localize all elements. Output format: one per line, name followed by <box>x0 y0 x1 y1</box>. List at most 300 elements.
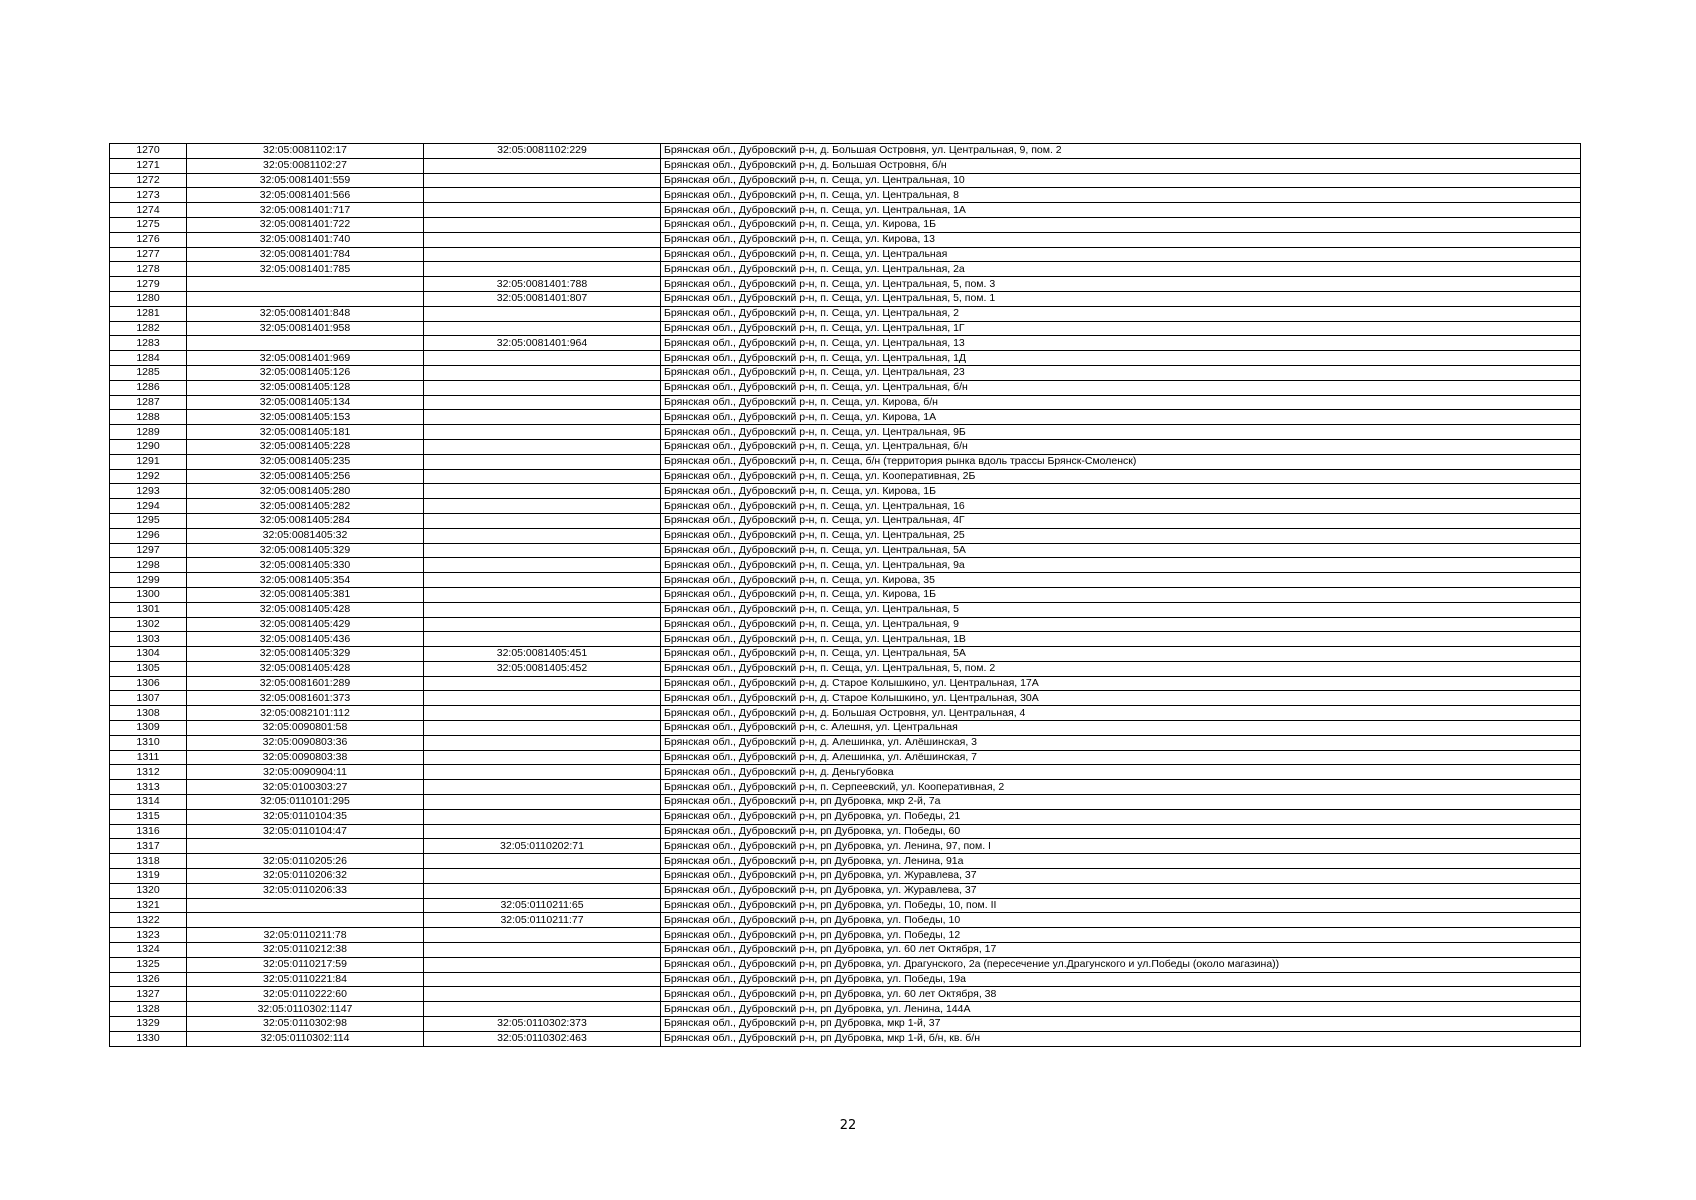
related-cadastral-number-cell <box>424 499 661 514</box>
row-number-cell: 1312 <box>110 765 187 780</box>
cadastral-number-cell: 32:05:0081405:329 <box>187 647 424 662</box>
cadastral-number-cell: 32:05:0081405:280 <box>187 484 424 499</box>
related-cadastral-number-cell <box>424 439 661 454</box>
address-cell: Брянская обл., Дубровский р-н, п. Сеща, ул. Кирова, 1Б <box>661 484 1581 499</box>
cadastral-number-cell: 32:05:0081405:181 <box>187 425 424 440</box>
row-number-cell: 1320 <box>110 883 187 898</box>
row-number-cell: 1302 <box>110 617 187 632</box>
table-row <box>110 898 1581 913</box>
table-row <box>110 232 1581 247</box>
table-row <box>110 795 1581 810</box>
related-cadastral-number-cell <box>424 203 661 218</box>
related-cadastral-number-cell <box>424 735 661 750</box>
address-cell: Брянская обл., Дубровский р-н, рп Дубровка, ул. Победы, 60 <box>661 824 1581 839</box>
cadastral-number-cell: 32:05:0110205:26 <box>187 854 424 869</box>
row-number-cell: 1307 <box>110 691 187 706</box>
address-cell: Брянская обл., Дубровский р-н, д. Старое Колышкино, ул. Центральная, 30А <box>661 691 1581 706</box>
related-cadastral-number-cell: 32:05:0081102:229 <box>424 144 661 159</box>
address-cell: Брянская обл., Дубровский р-н, рп Дубровка, ул. Журавлева, 37 <box>661 869 1581 884</box>
cadastral-number-cell: 32:05:0110212:38 <box>187 943 424 958</box>
cadastral-number-cell: 32:05:0110101:295 <box>187 795 424 810</box>
related-cadastral-number-cell: 32:05:0110211:65 <box>424 898 661 913</box>
related-cadastral-number-cell <box>424 676 661 691</box>
related-cadastral-number-cell <box>424 158 661 173</box>
cadastral-number-cell: 32:05:0081401:784 <box>187 247 424 262</box>
related-cadastral-number-cell <box>424 262 661 277</box>
row-number-cell: 1318 <box>110 854 187 869</box>
cadastral-number-cell: 32:05:0090803:36 <box>187 735 424 750</box>
cadastral-number-cell: 32:05:0081601:373 <box>187 691 424 706</box>
address-cell: Брянская обл., Дубровский р-н, д. Старое Колышкино, ул. Центральная, 17А <box>661 676 1581 691</box>
related-cadastral-number-cell <box>424 632 661 647</box>
related-cadastral-number-cell <box>424 854 661 869</box>
address-cell: Брянская обл., Дубровский р-н, рп Дубровка, мкр 1-й, б/н, кв. б/н <box>661 1031 1581 1046</box>
cadastral-number-cell: 32:05:0081405:134 <box>187 395 424 410</box>
address-cell: Брянская обл., Дубровский р-н, п. Сеща, ул. Центральная, 5 <box>661 602 1581 617</box>
address-cell: Брянская обл., Дубровский р-н, п. Сеща, ул. Кирова, 1Б <box>661 587 1581 602</box>
cadastral-number-cell: 32:05:0110206:33 <box>187 883 424 898</box>
table-row <box>110 173 1581 188</box>
table-row <box>110 647 1581 662</box>
row-number-cell: 1288 <box>110 410 187 425</box>
table-row <box>110 247 1581 262</box>
row-number-cell: 1278 <box>110 262 187 277</box>
cadastral-number-cell: 32:05:0090801:58 <box>187 721 424 736</box>
address-cell: Брянская обл., Дубровский р-н, п. Сеща, ул. Центральная, 1В <box>661 632 1581 647</box>
address-cell: Брянская обл., Дубровский р-н, п. Сеща, ул. Центральная, 2 <box>661 306 1581 321</box>
address-cell: Брянская обл., Дубровский р-н, д. Большая Островня, ул. Центральная, 4 <box>661 706 1581 721</box>
row-number-cell: 1297 <box>110 543 187 558</box>
cadastral-number-cell: 32:05:0081601:289 <box>187 676 424 691</box>
row-number-cell: 1322 <box>110 913 187 928</box>
table-row <box>110 809 1581 824</box>
related-cadastral-number-cell <box>424 795 661 810</box>
address-cell: Брянская обл., Дубровский р-н, п. Сеща, ул. Центральная, 16 <box>661 499 1581 514</box>
related-cadastral-number-cell <box>424 869 661 884</box>
table-row <box>110 987 1581 1002</box>
cadastral-number-cell: 32:05:0081405:32 <box>187 528 424 543</box>
table-row <box>110 913 1581 928</box>
related-cadastral-number-cell <box>424 173 661 188</box>
related-cadastral-number-cell <box>424 943 661 958</box>
table-row <box>110 824 1581 839</box>
row-number-cell: 1277 <box>110 247 187 262</box>
table-row <box>110 972 1581 987</box>
cadastral-number-cell: 32:05:0081405:429 <box>187 617 424 632</box>
related-cadastral-number-cell <box>424 1002 661 1017</box>
table-row <box>110 750 1581 765</box>
address-cell: Брянская обл., Дубровский р-н, п. Сеща, ул. Кирова, 1Б <box>661 217 1581 232</box>
address-cell: Брянская обл., Дубровский р-н, д. Деньгубовка <box>661 765 1581 780</box>
address-cell: Брянская обл., Дубровский р-н, п. Сеща, ул. Центральная, 9Б <box>661 425 1581 440</box>
table-row <box>110 158 1581 173</box>
address-cell: Брянская обл., Дубровский р-н, п. Сеща, ул. Центральная, 5А <box>661 543 1581 558</box>
address-cell: Брянская обл., Дубровский р-н, п. Сеща, ул. Центральная, 25 <box>661 528 1581 543</box>
related-cadastral-number-cell <box>424 750 661 765</box>
cadastral-number-cell: 32:05:0082101:112 <box>187 706 424 721</box>
related-cadastral-number-cell: 32:05:0110202:71 <box>424 839 661 854</box>
row-number-cell: 1276 <box>110 232 187 247</box>
table-row <box>110 1002 1581 1017</box>
cadastral-number-cell: 32:05:0110302:114 <box>187 1031 424 1046</box>
cadastral-number-cell: 32:05:0081405:329 <box>187 543 424 558</box>
cadastral-number-cell: 32:05:0100303:27 <box>187 780 424 795</box>
related-cadastral-number-cell <box>424 809 661 824</box>
cadastral-number-cell: 32:05:0110104:35 <box>187 809 424 824</box>
table-row <box>110 1017 1581 1032</box>
related-cadastral-number-cell <box>424 351 661 366</box>
cadastral-number-cell: 32:05:0081401:958 <box>187 321 424 336</box>
table-row <box>110 262 1581 277</box>
property-table <box>109 143 1581 1047</box>
table-row <box>110 943 1581 958</box>
row-number-cell: 1283 <box>110 336 187 351</box>
row-number-cell: 1328 <box>110 1002 187 1017</box>
related-cadastral-number-cell <box>424 765 661 780</box>
related-cadastral-number-cell: 32:05:0081401:964 <box>424 336 661 351</box>
table-row <box>110 188 1581 203</box>
table-row <box>110 661 1581 676</box>
table-row <box>110 410 1581 425</box>
address-cell: Брянская обл., Дубровский р-н, п. Сеща, ул. Кирова, 35 <box>661 573 1581 588</box>
row-number-cell: 1315 <box>110 809 187 824</box>
cadastral-number-cell: 32:05:0081401:740 <box>187 232 424 247</box>
page-number: 22 <box>839 1118 857 1133</box>
row-number-cell: 1300 <box>110 587 187 602</box>
address-cell: Брянская обл., Дубровский р-н, п. Сеща, ул. Кирова, 1А <box>661 410 1581 425</box>
address-cell: Брянская обл., Дубровский р-н, п. Сеща, ул. Центральная, 4Г <box>661 513 1581 528</box>
table-row <box>110 144 1581 159</box>
cadastral-number-cell: 32:05:0081405:428 <box>187 661 424 676</box>
row-number-cell: 1271 <box>110 158 187 173</box>
cadastral-number-cell <box>187 913 424 928</box>
address-cell: Брянская обл., Дубровский р-н, рп Дубровка, ул. Победы, 10, пом. II <box>661 898 1581 913</box>
address-cell: Брянская обл., Дубровский р-н, п. Сеща, ул. Центральная, 2а <box>661 262 1581 277</box>
address-cell: Брянская обл., Дубровский р-н, п. Сеща, ул. Кирова, б/н <box>661 395 1581 410</box>
table-row <box>110 425 1581 440</box>
table-row <box>110 439 1581 454</box>
cadastral-number-cell: 32:05:0110222:60 <box>187 987 424 1002</box>
related-cadastral-number-cell <box>424 987 661 1002</box>
address-cell: Брянская обл., Дубровский р-н, п. Сеща, ул. Центральная, 8 <box>661 188 1581 203</box>
table-row <box>110 617 1581 632</box>
cadastral-number-cell: 32:05:0081405:428 <box>187 602 424 617</box>
table-row <box>110 587 1581 602</box>
cadastral-number-cell: 32:05:0090904:11 <box>187 765 424 780</box>
table-row <box>110 499 1581 514</box>
related-cadastral-number-cell: 32:05:0110302:463 <box>424 1031 661 1046</box>
row-number-cell: 1281 <box>110 306 187 321</box>
related-cadastral-number-cell <box>424 365 661 380</box>
cadastral-number-cell: 32:05:0081405:256 <box>187 469 424 484</box>
row-number-cell: 1329 <box>110 1017 187 1032</box>
table-row <box>110 957 1581 972</box>
address-cell: Брянская обл., Дубровский р-н, п. Сеща, ул. Кооперативная, 2Б <box>661 469 1581 484</box>
address-cell: Брянская обл., Дубровский р-н, рп Дубровка, ул. Ленина, 91а <box>661 854 1581 869</box>
cadastral-number-cell: 32:05:0081405:235 <box>187 454 424 469</box>
cadastral-number-cell: 32:05:0081405:330 <box>187 558 424 573</box>
table-row <box>110 351 1581 366</box>
related-cadastral-number-cell <box>424 691 661 706</box>
address-cell: Брянская обл., Дубровский р-н, п. Сеща, ул. Центральная, б/н <box>661 439 1581 454</box>
cadastral-number-cell: 32:05:0081401:848 <box>187 306 424 321</box>
related-cadastral-number-cell <box>424 410 661 425</box>
table-row <box>110 528 1581 543</box>
address-cell: Брянская обл., Дубровский р-н, п. Сеща, ул. Центральная, 13 <box>661 336 1581 351</box>
row-number-cell: 1293 <box>110 484 187 499</box>
cadastral-number-cell <box>187 291 424 306</box>
row-number-cell: 1290 <box>110 439 187 454</box>
related-cadastral-number-cell <box>424 928 661 943</box>
cadastral-number-cell: 32:05:0110302:1147 <box>187 1002 424 1017</box>
table-row <box>110 469 1581 484</box>
row-number-cell: 1272 <box>110 173 187 188</box>
cadastral-number-cell: 32:05:0081405:128 <box>187 380 424 395</box>
address-cell: Брянская обл., Дубровский р-н, п. Сеща, ул. Центральная, 1А <box>661 203 1581 218</box>
row-number-cell: 1282 <box>110 321 187 336</box>
cadastral-number-cell: 32:05:0081401:566 <box>187 188 424 203</box>
row-number-cell: 1317 <box>110 839 187 854</box>
related-cadastral-number-cell: 32:05:0081401:788 <box>424 277 661 292</box>
row-number-cell: 1280 <box>110 291 187 306</box>
address-cell: Брянская обл., Дубровский р-н, п. Сеща, ул. Центральная, 5, пом. 1 <box>661 291 1581 306</box>
address-cell: Брянская обл., Дубровский р-н, п. Сеща, ул. Кирова, 13 <box>661 232 1581 247</box>
row-number-cell: 1292 <box>110 469 187 484</box>
address-cell: Брянская обл., Дубровский р-н, п. Сеща, ул. Центральная, 5, пом. 2 <box>661 661 1581 676</box>
row-number-cell: 1330 <box>110 1031 187 1046</box>
row-number-cell: 1299 <box>110 573 187 588</box>
related-cadastral-number-cell <box>424 469 661 484</box>
table-row <box>110 365 1581 380</box>
related-cadastral-number-cell <box>424 706 661 721</box>
table-row <box>110 839 1581 854</box>
address-cell: Брянская обл., Дубровский р-н, п. Сеща, ул. Центральная, 9а <box>661 558 1581 573</box>
row-number-cell: 1304 <box>110 647 187 662</box>
related-cadastral-number-cell <box>424 217 661 232</box>
address-cell: Брянская обл., Дубровский р-н, рп Дубровка, ул. Журавлева, 37 <box>661 883 1581 898</box>
cadastral-number-cell: 32:05:0081401:785 <box>187 262 424 277</box>
row-number-cell: 1306 <box>110 676 187 691</box>
row-number-cell: 1274 <box>110 203 187 218</box>
row-number-cell: 1310 <box>110 735 187 750</box>
table-body <box>110 144 1581 1047</box>
cadastral-number-cell: 32:05:0081102:17 <box>187 144 424 159</box>
table-row <box>110 676 1581 691</box>
row-number-cell: 1287 <box>110 395 187 410</box>
cadastral-number-cell <box>187 839 424 854</box>
row-number-cell: 1284 <box>110 351 187 366</box>
address-cell: Брянская обл., Дубровский р-н, рп Дубровка, ул. Победы, 21 <box>661 809 1581 824</box>
row-number-cell: 1309 <box>110 721 187 736</box>
cadastral-number-cell: 32:05:0081401:559 <box>187 173 424 188</box>
table-row <box>110 543 1581 558</box>
address-cell: Брянская обл., Дубровский р-н, п. Сеща, ул. Центральная, 5, пом. 3 <box>661 277 1581 292</box>
table-row <box>110 573 1581 588</box>
cadastral-number-cell: 32:05:0081405:436 <box>187 632 424 647</box>
cadastral-number-cell: 32:05:0110217:59 <box>187 957 424 972</box>
cadastral-number-cell: 32:05:0110104:47 <box>187 824 424 839</box>
cadastral-number-cell: 32:05:0081405:381 <box>187 587 424 602</box>
table-row <box>110 291 1581 306</box>
address-cell: Брянская обл., Дубровский р-н, с. Алешня, ул. Центральная <box>661 721 1581 736</box>
table-row <box>110 513 1581 528</box>
related-cadastral-number-cell <box>424 380 661 395</box>
row-number-cell: 1294 <box>110 499 187 514</box>
related-cadastral-number-cell <box>424 780 661 795</box>
cadastral-number-cell: 32:05:0110302:98 <box>187 1017 424 1032</box>
row-number-cell: 1311 <box>110 750 187 765</box>
table-row <box>110 558 1581 573</box>
address-cell: Брянская обл., Дубровский р-н, рп Дубровка, ул. Победы, 10 <box>661 913 1581 928</box>
address-cell: Брянская обл., Дубровский р-н, рп Дубровка, ул. 60 лет Октября, 17 <box>661 943 1581 958</box>
table-row <box>110 336 1581 351</box>
cadastral-number-cell: 32:05:0081405:153 <box>187 410 424 425</box>
related-cadastral-number-cell <box>424 321 661 336</box>
row-number-cell: 1295 <box>110 513 187 528</box>
related-cadastral-number-cell: 32:05:0081405:452 <box>424 661 661 676</box>
related-cadastral-number-cell <box>424 721 661 736</box>
row-number-cell: 1285 <box>110 365 187 380</box>
related-cadastral-number-cell: 32:05:0110211:77 <box>424 913 661 928</box>
related-cadastral-number-cell <box>424 617 661 632</box>
row-number-cell: 1270 <box>110 144 187 159</box>
table-row <box>110 721 1581 736</box>
row-number-cell: 1321 <box>110 898 187 913</box>
row-number-cell: 1291 <box>110 454 187 469</box>
row-number-cell: 1324 <box>110 943 187 958</box>
address-cell: Брянская обл., Дубровский р-н, п. Сеща, ул. Центральная, 23 <box>661 365 1581 380</box>
cadastral-number-cell: 32:05:0090803:38 <box>187 750 424 765</box>
row-number-cell: 1296 <box>110 528 187 543</box>
table-row <box>110 780 1581 795</box>
row-number-cell: 1308 <box>110 706 187 721</box>
address-cell: Брянская обл., Дубровский р-н, рп Дубровка, ул. Победы, 19а <box>661 972 1581 987</box>
row-number-cell: 1327 <box>110 987 187 1002</box>
related-cadastral-number-cell <box>424 247 661 262</box>
address-cell: Брянская обл., Дубровский р-н, д. Большая Островня, б/н <box>661 158 1581 173</box>
cadastral-number-cell <box>187 336 424 351</box>
row-number-cell: 1273 <box>110 188 187 203</box>
address-cell: Брянская обл., Дубровский р-н, п. Сеща, ул. Центральная, б/н <box>661 380 1581 395</box>
row-number-cell: 1286 <box>110 380 187 395</box>
table-row <box>110 217 1581 232</box>
address-cell: Брянская обл., Дубровский р-н, п. Сеща, ул. Центральная, 9 <box>661 617 1581 632</box>
related-cadastral-number-cell <box>424 232 661 247</box>
related-cadastral-number-cell: 32:05:0081401:807 <box>424 291 661 306</box>
table-row <box>110 632 1581 647</box>
address-cell: Брянская обл., Дубровский р-н, п. Сеща, ул. Центральная, 5А <box>661 647 1581 662</box>
cadastral-number-cell: 32:05:0081102:27 <box>187 158 424 173</box>
related-cadastral-number-cell <box>424 883 661 898</box>
table-row <box>110 735 1581 750</box>
related-cadastral-number-cell: 32:05:0081405:451 <box>424 647 661 662</box>
address-cell: Брянская обл., Дубровский р-н, рп Дубровка, ул. Драгунского, 2а (пересечение ул.Драгунского и ул.Победы (около магазина)) <box>661 957 1581 972</box>
related-cadastral-number-cell <box>424 587 661 602</box>
table-row <box>110 203 1581 218</box>
related-cadastral-number-cell <box>424 558 661 573</box>
address-cell: Брянская обл., Дубровский р-н, п. Сеща, ул. Центральная <box>661 247 1581 262</box>
address-cell: Брянская обл., Дубровский р-н, п. Сеща, ул. Центральная, 10 <box>661 173 1581 188</box>
row-number-cell: 1316 <box>110 824 187 839</box>
related-cadastral-number-cell <box>424 528 661 543</box>
related-cadastral-number-cell <box>424 543 661 558</box>
cadastral-number-cell: 32:05:0081405:228 <box>187 439 424 454</box>
address-cell: Брянская обл., Дубровский р-н, д. Алешинка, ул. Алёшинская, 7 <box>661 750 1581 765</box>
row-number-cell: 1279 <box>110 277 187 292</box>
address-cell: Брянская обл., Дубровский р-н, д. Большая Островня, ул. Центральная, 9, пом. 2 <box>661 144 1581 159</box>
row-number-cell: 1326 <box>110 972 187 987</box>
table-row <box>110 691 1581 706</box>
cadastral-number-cell: 32:05:0081401:717 <box>187 203 424 218</box>
related-cadastral-number-cell <box>424 188 661 203</box>
cadastral-number-cell: 32:05:0081405:282 <box>187 499 424 514</box>
related-cadastral-number-cell <box>424 395 661 410</box>
address-cell: Брянская обл., Дубровский р-н, п. Сеща, ул. Центральная, 1Г <box>661 321 1581 336</box>
cadastral-number-cell: 32:05:0110211:78 <box>187 928 424 943</box>
address-cell: Брянская обл., Дубровский р-н, рп Дубровка, ул. Ленина, 144А <box>661 1002 1581 1017</box>
related-cadastral-number-cell <box>424 972 661 987</box>
cadastral-number-cell: 32:05:0110206:32 <box>187 869 424 884</box>
row-number-cell: 1313 <box>110 780 187 795</box>
cadastral-number-cell: 32:05:0110221:84 <box>187 972 424 987</box>
related-cadastral-number-cell <box>424 824 661 839</box>
related-cadastral-number-cell <box>424 454 661 469</box>
table-row <box>110 883 1581 898</box>
row-number-cell: 1325 <box>110 957 187 972</box>
related-cadastral-number-cell <box>424 573 661 588</box>
table-row <box>110 602 1581 617</box>
table-row <box>110 395 1581 410</box>
related-cadastral-number-cell <box>424 306 661 321</box>
address-cell: Брянская обл., Дубровский р-н, д. Алешинка, ул. Алёшинская, 3 <box>661 735 1581 750</box>
row-number-cell: 1301 <box>110 602 187 617</box>
address-cell: Брянская обл., Дубровский р-н, п. Серпеевский, ул. Кооперативная, 2 <box>661 780 1581 795</box>
cadastral-number-cell <box>187 898 424 913</box>
cadastral-number-cell: 32:05:0081405:126 <box>187 365 424 380</box>
table-row <box>110 869 1581 884</box>
cadastral-number-cell: 32:05:0081405:284 <box>187 513 424 528</box>
address-cell: Брянская обл., Дубровский р-н, рп Дубровка, ул. Ленина, 97, пом. I <box>661 839 1581 854</box>
row-number-cell: 1323 <box>110 928 187 943</box>
table-row <box>110 277 1581 292</box>
address-cell: Брянская обл., Дубровский р-н, рп Дубровка, мкр 1-й, 37 <box>661 1017 1581 1032</box>
related-cadastral-number-cell <box>424 957 661 972</box>
row-number-cell: 1275 <box>110 217 187 232</box>
table-row <box>110 706 1581 721</box>
table-row <box>110 1031 1581 1046</box>
table-row <box>110 854 1581 869</box>
row-number-cell: 1319 <box>110 869 187 884</box>
related-cadastral-number-cell <box>424 425 661 440</box>
table-row <box>110 765 1581 780</box>
cadastral-number-cell: 32:05:0081401:722 <box>187 217 424 232</box>
table-row <box>110 380 1581 395</box>
cadastral-number-cell: 32:05:0081401:969 <box>187 351 424 366</box>
row-number-cell: 1314 <box>110 795 187 810</box>
table-row <box>110 321 1581 336</box>
related-cadastral-number-cell <box>424 484 661 499</box>
table-row <box>110 928 1581 943</box>
row-number-cell: 1303 <box>110 632 187 647</box>
address-cell: Брянская обл., Дубровский р-н, рп Дубровка, ул. 60 лет Октября, 38 <box>661 987 1581 1002</box>
related-cadastral-number-cell: 32:05:0110302:373 <box>424 1017 661 1032</box>
cadastral-number-cell: 32:05:0081405:354 <box>187 573 424 588</box>
row-number-cell: 1305 <box>110 661 187 676</box>
table-row <box>110 454 1581 469</box>
related-cadastral-number-cell <box>424 602 661 617</box>
cadastral-number-cell <box>187 277 424 292</box>
row-number-cell: 1289 <box>110 425 187 440</box>
